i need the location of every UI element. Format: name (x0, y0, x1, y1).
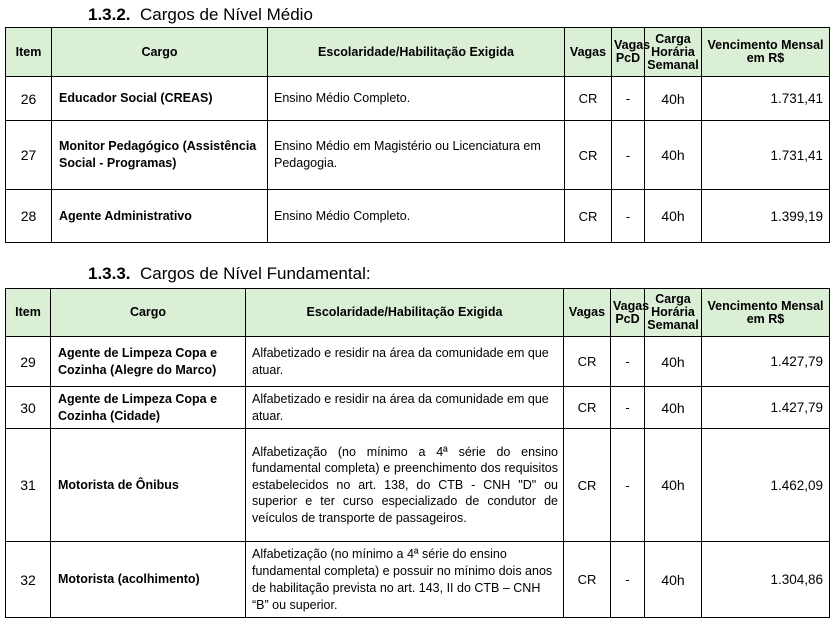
header-escolaridade: Escolaridade/Habilitação Exigida (268, 28, 565, 77)
header-cargo: Cargo (51, 289, 246, 337)
header-vagas: Vagas (565, 28, 612, 77)
cell-item: 32 (6, 542, 51, 618)
cell-cargo: Monitor Pedagógico (Assistência Social - Programas) (52, 121, 268, 190)
cell-escolaridade: Alfabetização (no mínimo a 4ª série do ensino fundamental completa) e possuir no mínimo dois anos de habilitação prevista no art. 143, II do CTB – CNH “B” ou superior. (246, 542, 564, 618)
cell-item: 27 (6, 121, 52, 190)
cell-vencimento: 1.731,41 (702, 121, 830, 190)
cell-carga: 40h (645, 121, 702, 190)
cell-item: 26 (6, 77, 52, 121)
cell-carga: 40h (645, 337, 702, 387)
cell-carga: 40h (645, 429, 702, 542)
cell-vencimento: 1.427,79 (702, 337, 830, 387)
table-row (6, 337, 830, 387)
cell-carga: 40h (645, 190, 702, 243)
section-title: Cargos de Nível Fundamental: (140, 264, 371, 283)
cell-pcd: - (611, 387, 645, 429)
cell-pcd: - (612, 190, 645, 243)
cell-pcd: - (611, 429, 645, 542)
table-nivel-fundamental (5, 288, 830, 618)
header-vencimento: Vencimento Mensal em R$ (702, 28, 830, 77)
table-row (6, 387, 830, 429)
header-vagas: Vagas (564, 289, 611, 337)
cell-item: 28 (6, 190, 52, 243)
cell-cargo: Educador Social (CREAS) (52, 77, 268, 121)
table-row (6, 429, 830, 542)
header-escolaridade: Escolaridade/Habilitação Exigida (246, 289, 564, 337)
cell-carga: 40h (645, 387, 702, 429)
cell-pcd: - (612, 77, 645, 121)
header-vagas-pcd: Vagas PcD (612, 28, 645, 77)
cell-pcd: - (611, 542, 645, 618)
header-carga-horaria: Carga Horária Semanal (645, 28, 702, 77)
cell-cargo: Agente Administrativo (52, 190, 268, 243)
table-row (6, 190, 830, 243)
cell-pcd: - (612, 121, 645, 190)
cell-vagas: CR (564, 337, 611, 387)
cell-escolaridade: Alfabetizado e residir na área da comunidade em que atuar. (246, 387, 564, 429)
cell-carga: 40h (645, 77, 702, 121)
cell-escolaridade: Ensino Médio Completo. (268, 190, 565, 243)
cell-vencimento: 1.304,86 (702, 542, 830, 618)
cell-vagas: CR (565, 77, 612, 121)
cell-cargo: Motorista de Ônibus (51, 429, 246, 542)
cell-escolaridade: Ensino Médio em Magistério ou Licenciatura em Pedagogia. (268, 121, 565, 190)
cell-cargo: Agente de Limpeza Copa e Cozinha (Cidade) (51, 387, 246, 429)
cell-item: 31 (6, 429, 51, 542)
cell-escolaridade: Alfabetizado e residir na área da comunidade em que atuar. (246, 337, 564, 387)
table-row (6, 77, 830, 121)
cell-vencimento: 1.399,19 (702, 190, 830, 243)
header-vagas-pcd: Vagas PcD (611, 289, 645, 337)
cell-pcd: - (611, 337, 645, 387)
cell-vagas: CR (564, 429, 611, 542)
cell-escolaridade: Alfabetização (no mínimo a 4ª série do ensino fundamental completa) e preenchimento dos requisitos estabelecidos no art. 138, do CTB - CNH "D" ou superior e ter curso especializado de condutor de veículos de transporte de passageiros. (246, 429, 564, 542)
section-heading-fundamental (88, 264, 371, 284)
table-header-row (6, 28, 830, 77)
cell-vagas: CR (565, 190, 612, 243)
cell-vencimento: 1.731,41 (702, 77, 830, 121)
header-cargo: Cargo (52, 28, 268, 77)
cell-carga: 40h (645, 542, 702, 618)
table-row (6, 542, 830, 618)
table-header-row (6, 289, 830, 337)
section-number: 1.3.2. (88, 5, 131, 24)
header-carga-horaria: Carga Horária Semanal (645, 289, 702, 337)
cell-vagas: CR (565, 121, 612, 190)
cell-cargo: Motorista (acolhimento) (51, 542, 246, 618)
cell-vencimento: 1.462,09 (702, 429, 830, 542)
table-row (6, 121, 830, 190)
cell-cargo: Agente de Limpeza Copa e Cozinha (Alegre do Marco) (51, 337, 246, 387)
cell-item: 30 (6, 387, 51, 429)
cell-escolaridade: Ensino Médio Completo. (268, 77, 565, 121)
header-item: Item (6, 289, 51, 337)
section-number: 1.3.3. (88, 264, 131, 283)
cell-vagas: CR (564, 387, 611, 429)
header-item: Item (6, 28, 52, 77)
cell-vagas: CR (564, 542, 611, 618)
cell-vencimento: 1.427,79 (702, 387, 830, 429)
table-nivel-medio (5, 27, 830, 243)
section-title: Cargos de Nível Médio (140, 5, 313, 24)
section-heading-medio (88, 5, 313, 25)
header-vencimento: Vencimento Mensal em R$ (702, 289, 830, 337)
cell-item: 29 (6, 337, 51, 387)
